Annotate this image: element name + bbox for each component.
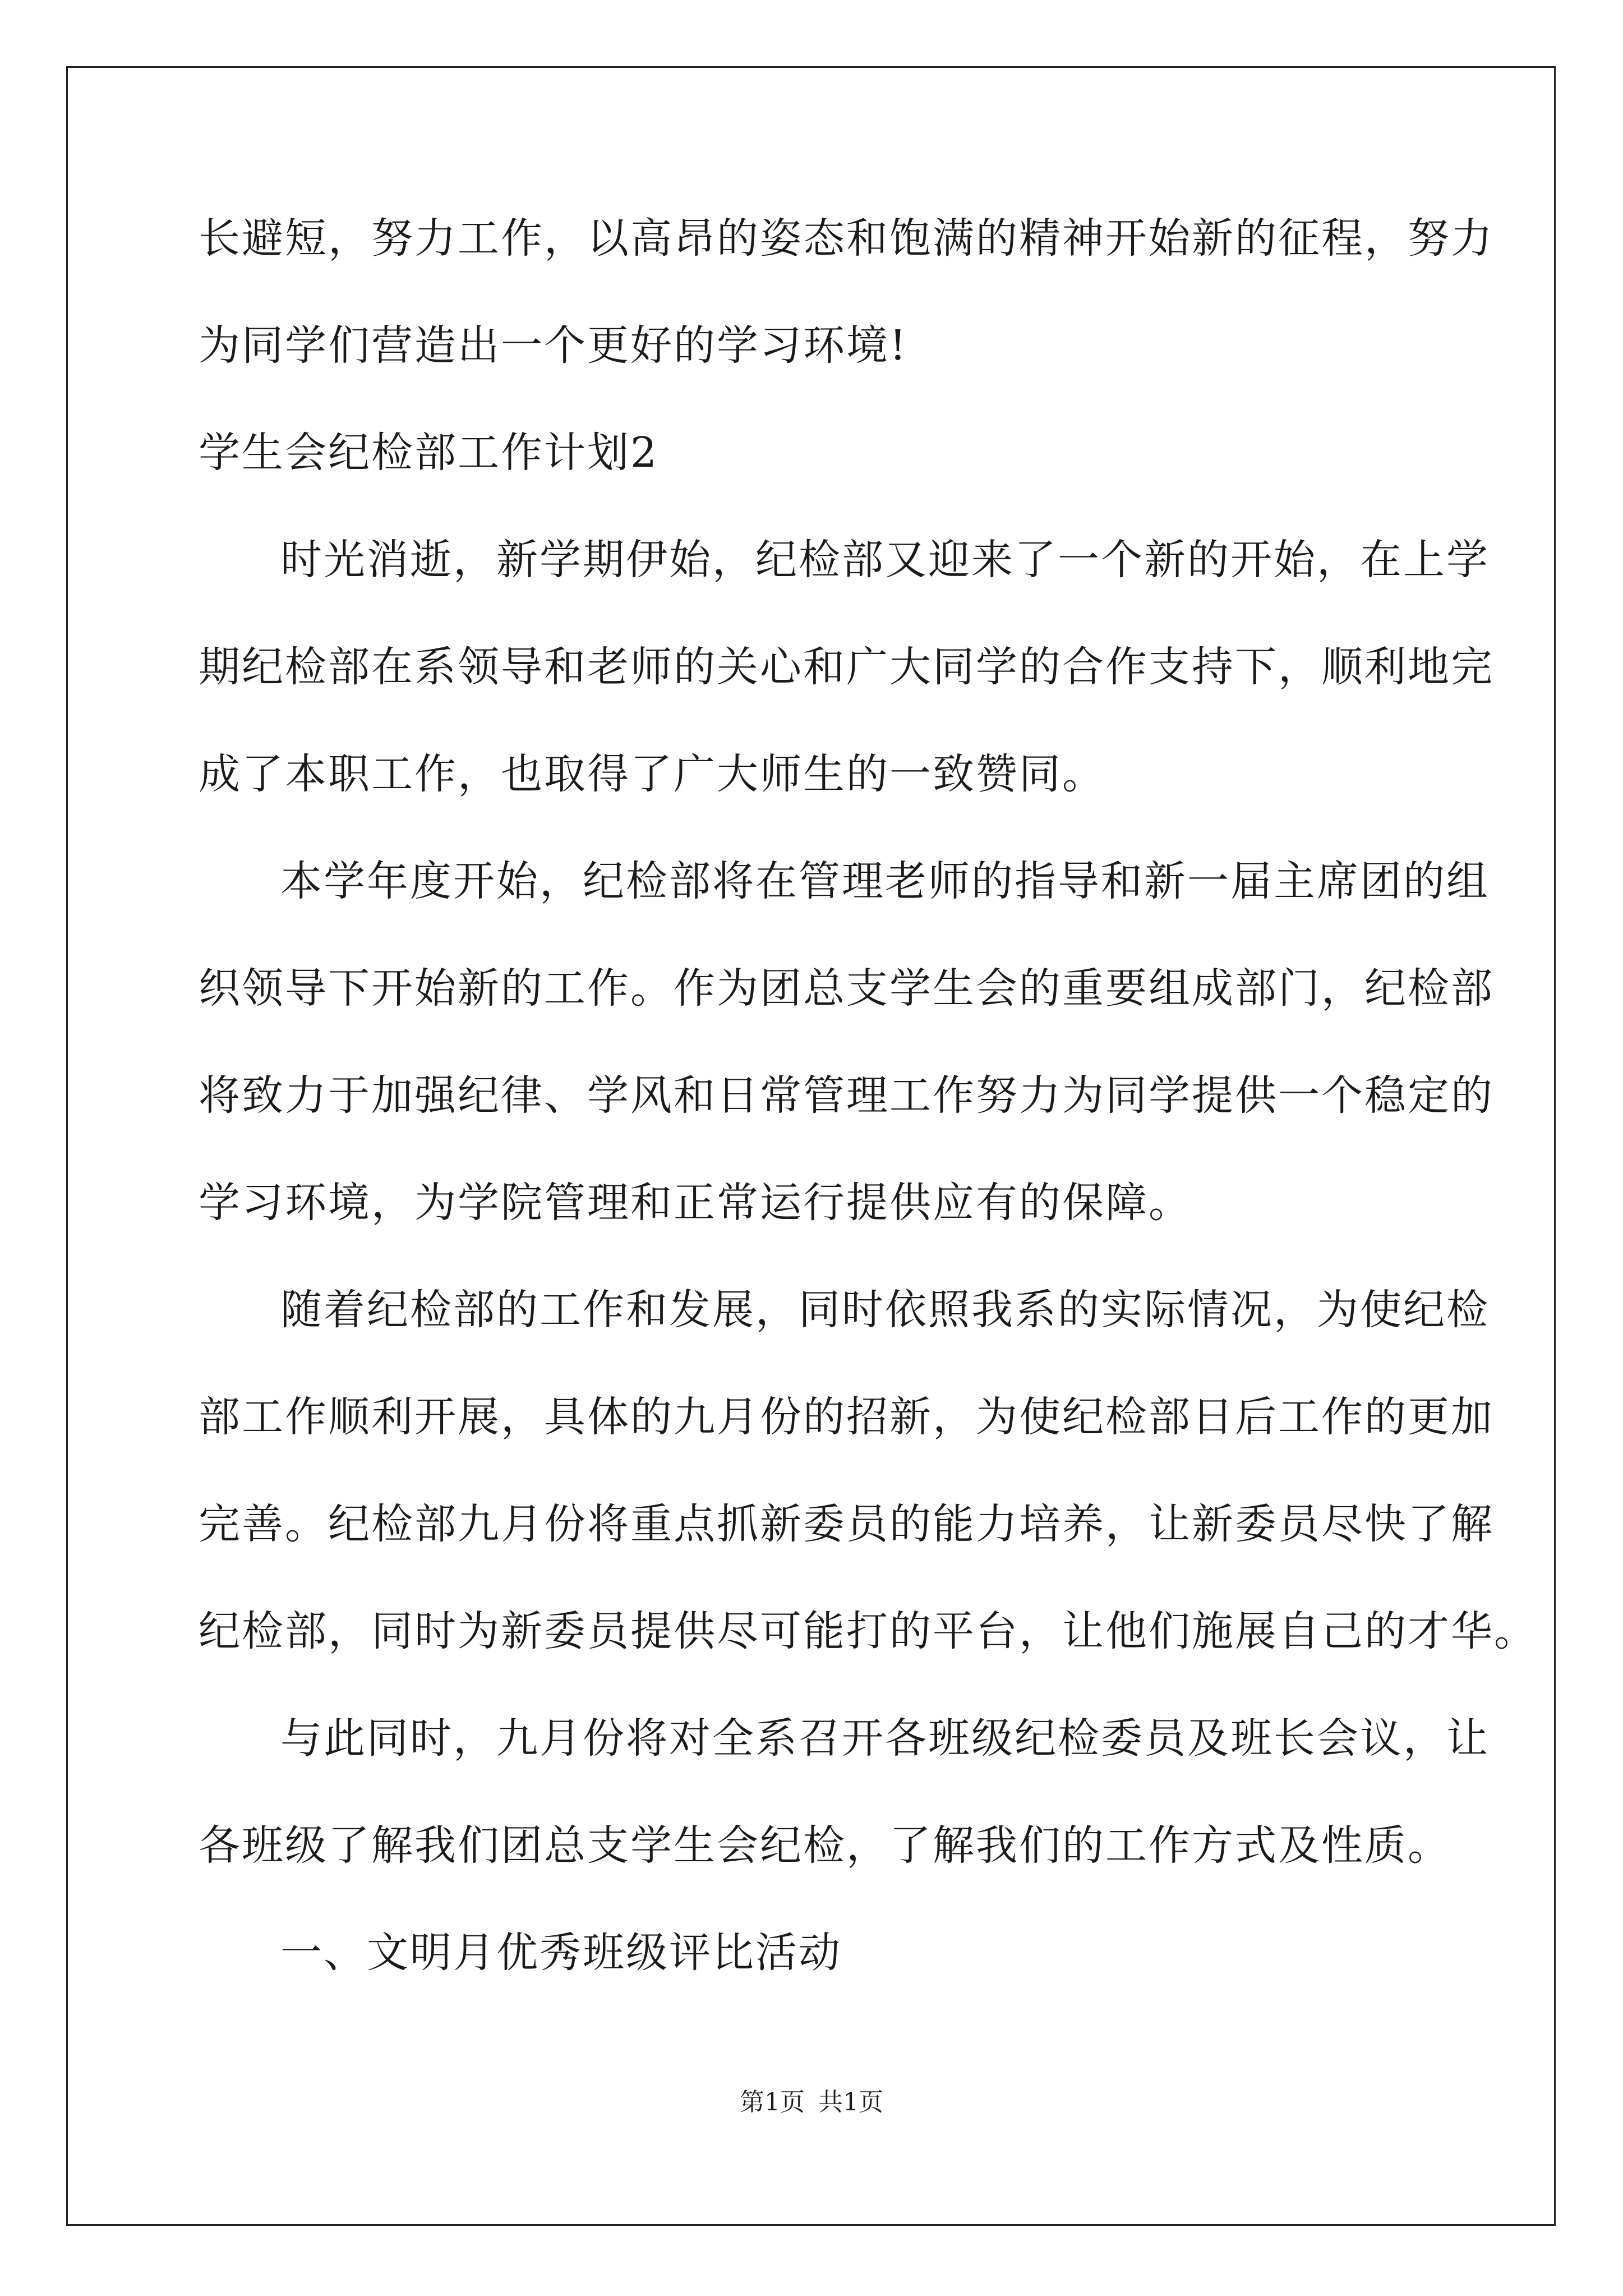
page-number: 第1页 <box>740 2088 805 2116</box>
text-line: 学习环境，为学院管理和正常运行提供应有的保障。 <box>199 1179 1192 1227</box>
text-line: 长避短，努力工作，以高昂的姿态和饱满的精神开始新的征程，努力 <box>199 214 1494 263</box>
text-line: 期纪检部在系领导和老师的关心和广大同学的合作支持下，顺利地完 <box>199 643 1494 691</box>
page-total: 共1页 <box>818 2088 883 2116</box>
list-heading: 一、文明月优秀班级评比活动 <box>280 1929 842 1977</box>
paragraph-start: 本学年度开始，纪检部将在管理老师的指导和新一届主席团的组 <box>280 857 1490 905</box>
paragraph-start: 时光消逝，新学期伊始，纪检部又迎来了一个新的开始，在上学 <box>280 536 1490 584</box>
text-line: 各班级了解我们团总支学生会纪检，了解我们的工作方式及性质。 <box>199 1821 1451 1870</box>
section-heading: 学生会纪检部工作计划2 <box>199 429 659 477</box>
text-line: 纪检部，同时为新委员提供尽可能打的平台，让他们施展自己的才华。 <box>199 1607 1537 1655</box>
paragraph-start: 与此同时，九月份将对全系召开各班级纪检委员及班长会议，让 <box>280 1714 1490 1763</box>
paragraph-start: 随着纪检部的工作和发展，同时依照我系的实际情况，为使纪检 <box>280 1286 1490 1334</box>
text-line: 完善。纪检部九月份将重点抓新委员的能力培养，让新委员尽快了解 <box>199 1500 1494 1548</box>
text-line: 成了本职工作，也取得了广大师生的一致赞同。 <box>199 750 1105 798</box>
text-line: 为同学们营造出一个更好的学习环境! <box>199 321 908 370</box>
text-line: 织领导下开始新的工作。作为团总支学生会的重要组成部门，纪检部 <box>199 964 1494 1013</box>
text-line: 部工作顺利开展，具体的九月份的招新，为使纪检部日后工作的更加 <box>199 1393 1494 1441</box>
page-footer <box>0 2086 1623 2119</box>
text-line: 将致力于加强纪律、学风和日常管理工作努力为同学提供一个稳定的 <box>199 1071 1494 1120</box>
document-body <box>199 185 1537 2007</box>
